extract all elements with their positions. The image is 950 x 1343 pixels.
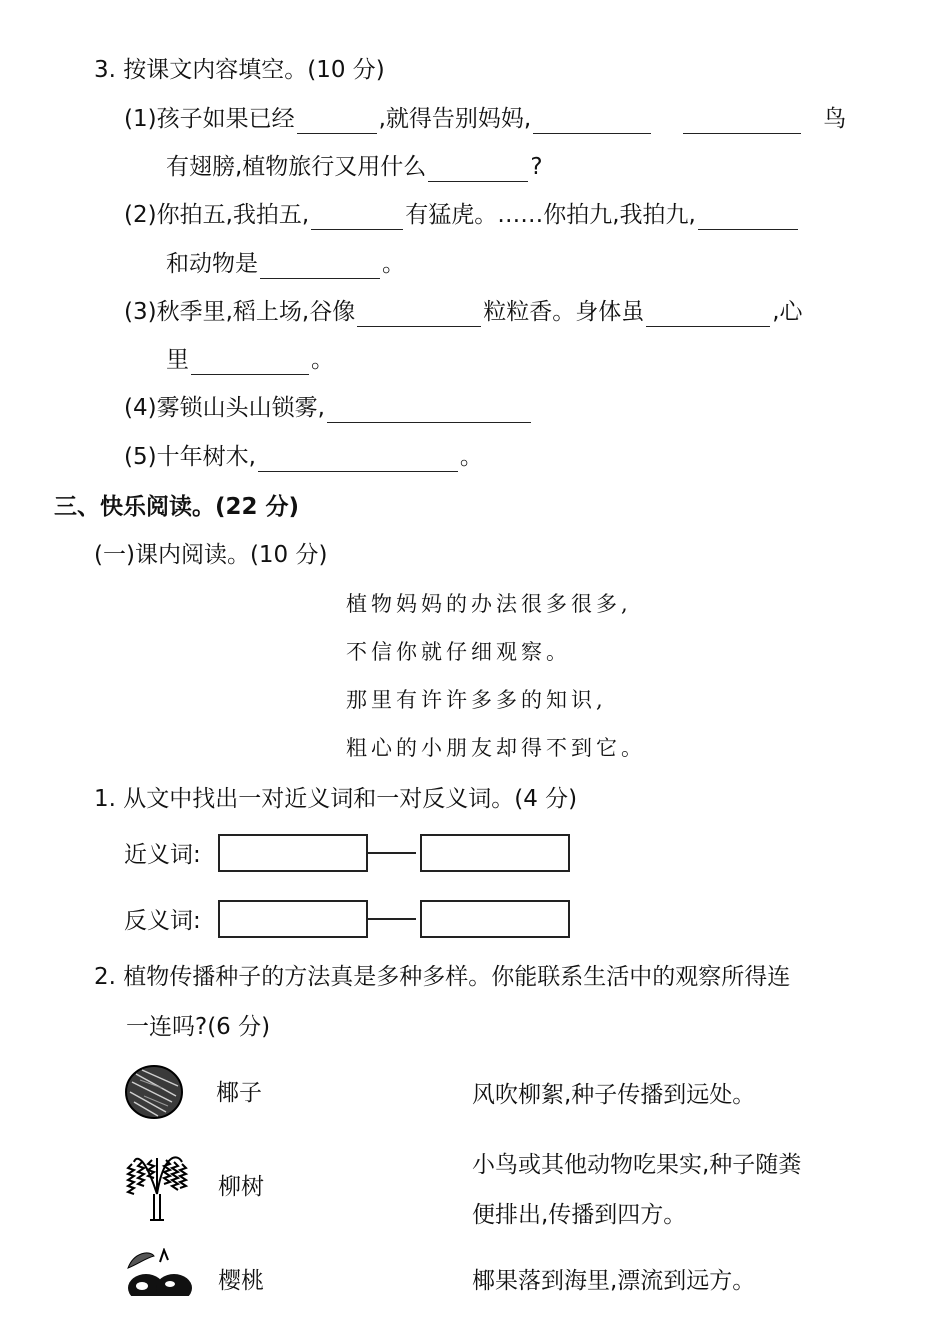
fill-blank[interactable] [698, 205, 798, 230]
connector-dash [368, 918, 416, 920]
item-text: ? [530, 154, 543, 180]
item-text: 秋季里,稻上场,谷像 [156, 299, 356, 325]
match-right-option-cont[interactable]: 便排出,传播到四方。 [472, 1202, 687, 1228]
fill-item-2-line1 [124, 200, 800, 230]
item-text: 。 [459, 444, 483, 470]
match-right-option[interactable]: 椰果落到海里,漂流到远方。 [472, 1268, 756, 1294]
fill-item-4 [124, 393, 533, 423]
fill-item-1-line2 [166, 152, 543, 182]
antonym-box-1[interactable] [218, 900, 368, 938]
fill-blank[interactable] [533, 109, 651, 134]
synonym-label: 近义词: [124, 842, 201, 868]
coconut-icon [122, 1062, 186, 1122]
fill-blank[interactable] [297, 109, 377, 134]
reading-question-2-title-line1: 2. 植物传播种子的方法真是多种多样。你能联系生活中的观察所得连 [94, 964, 791, 990]
fill-blank[interactable] [327, 398, 531, 423]
item-text: 孩子如果已经 [156, 106, 295, 132]
item-text: ,心 [772, 299, 803, 325]
item-text: 有翅膀,植物旅行又用什么 [166, 154, 427, 180]
item-text: 有猛虎。……你拍九,我拍九, [405, 202, 696, 228]
item-text: 十年树木, [156, 444, 256, 470]
match-left-label[interactable]: 椰子 [216, 1080, 262, 1106]
item-label: (5) [124, 444, 157, 470]
item-text: ,就得告别妈妈, [378, 106, 532, 132]
fill-item-2-line2 [166, 249, 405, 279]
item-text: 你拍五,我拍五, [156, 202, 310, 228]
fill-blank[interactable] [191, 350, 309, 375]
item-text: 粒粒香。身体虽 [483, 299, 645, 325]
synonym-box-1[interactable] [218, 834, 368, 872]
fill-blank[interactable] [260, 254, 380, 279]
item-text: 。 [382, 251, 405, 277]
fill-blank[interactable] [428, 157, 528, 182]
fill-item-3-line2 [166, 345, 334, 375]
item-text: 雾锁山头山锁雾, [156, 395, 325, 421]
antonym-label: 反义词: [124, 908, 201, 934]
item-text: 鸟 [823, 106, 847, 132]
match-left-label[interactable]: 樱桃 [218, 1268, 264, 1294]
question-3-title: 3. 按课文内容填空。(10 分) [94, 57, 385, 83]
fill-blank[interactable] [683, 109, 801, 134]
synonym-box-2[interactable] [420, 834, 570, 872]
fill-item-5 [124, 442, 483, 472]
fill-blank[interactable] [258, 447, 458, 472]
cherry-icon [124, 1248, 196, 1296]
item-label: (4) [124, 395, 157, 421]
match-right-option[interactable]: 风吹柳絮,种子传播到远处。 [472, 1082, 756, 1108]
item-text: 和动物是 [166, 251, 258, 277]
section-title: 三、快乐阅读。(22 分) [54, 494, 300, 520]
subsection-title: (一)课内阅读。(10 分) [94, 542, 328, 568]
fill-blank[interactable] [646, 302, 770, 327]
poem-line: 那里有许许多多的知识, [346, 688, 607, 712]
reading-question-2-title-line2: 一连吗?(6 分) [126, 1014, 271, 1040]
match-right-option[interactable]: 小鸟或其他动物吃果实,种子随粪 [472, 1152, 802, 1178]
poem-line: 粗心的小朋友却得不到它。 [346, 736, 646, 760]
poem-line: 植物妈妈的办法很多很多, [346, 592, 632, 616]
willow-tree-icon [124, 1148, 190, 1222]
item-label: (1) [124, 106, 157, 132]
reading-question-1-title: 1. 从文中找出一对近义词和一对反义词。(4 分) [94, 786, 578, 812]
fill-item-1-line1 [124, 104, 846, 134]
antonym-box-2[interactable] [420, 900, 570, 938]
fill-blank[interactable] [311, 205, 403, 230]
item-label: (3) [124, 299, 157, 325]
fill-blank[interactable] [357, 302, 481, 327]
fill-item-3-line1 [124, 297, 803, 327]
connector-dash [368, 852, 416, 854]
poem-line: 不信你就仔细观察。 [346, 640, 571, 664]
item-label: (2) [124, 202, 157, 228]
item-text: 里 [166, 347, 189, 373]
match-left-label[interactable]: 柳树 [218, 1174, 264, 1200]
item-text: 。 [311, 347, 334, 373]
